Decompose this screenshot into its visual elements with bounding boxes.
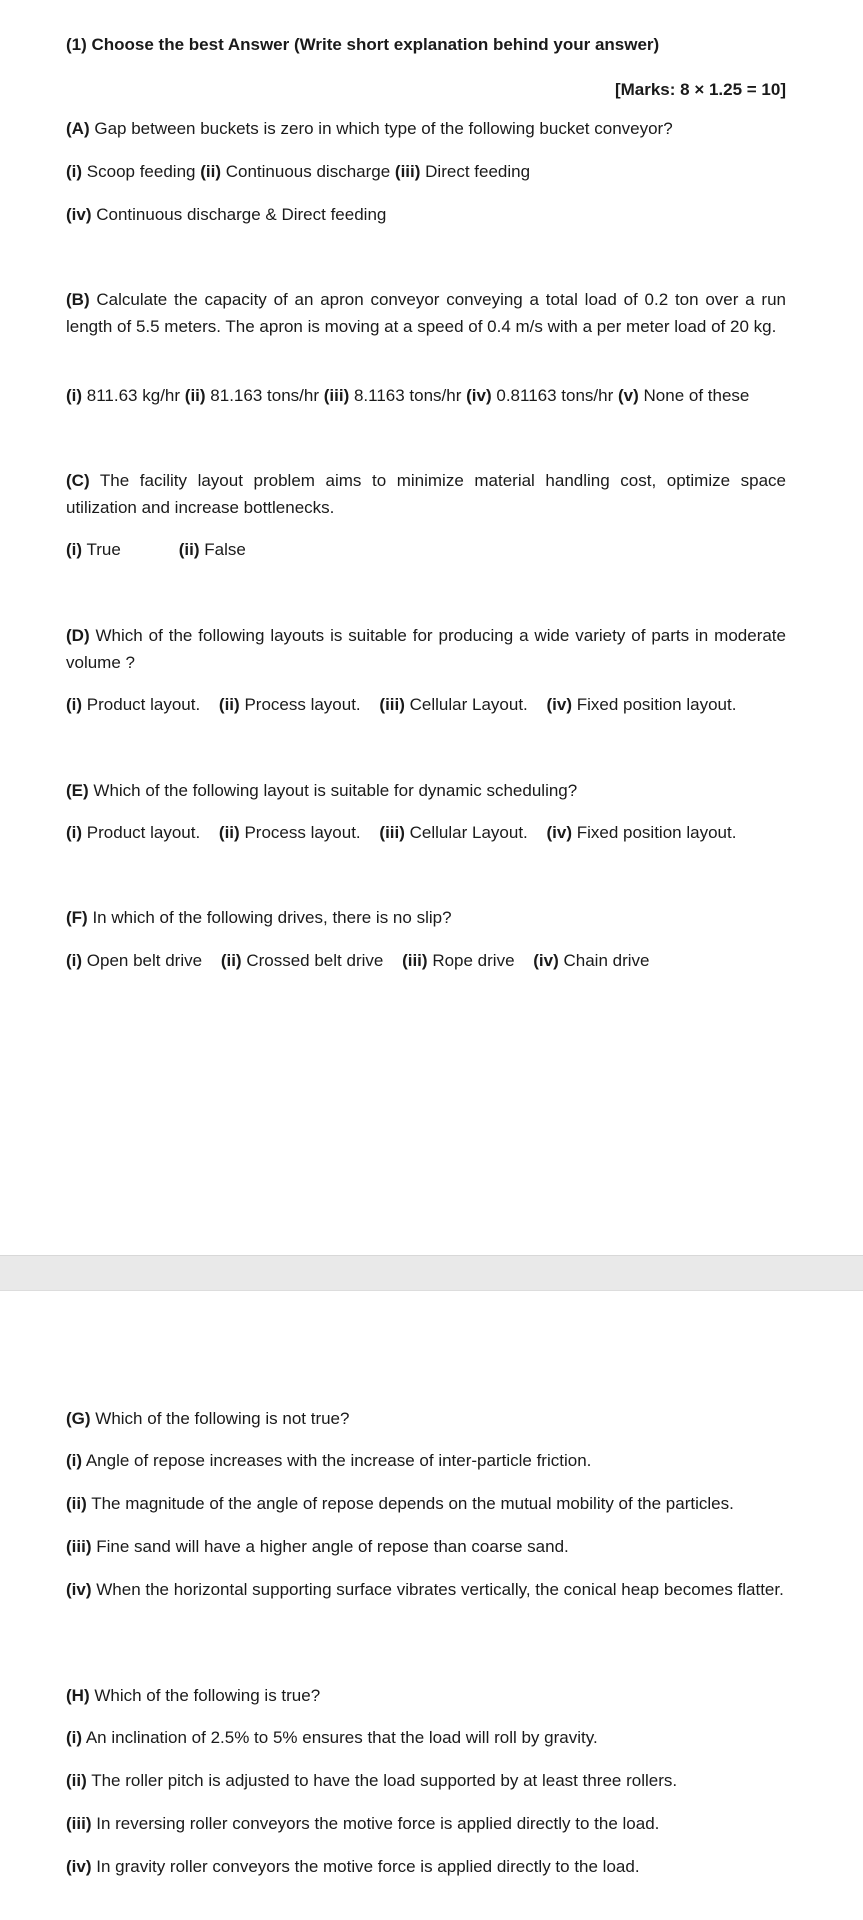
option-text: Process layout. (244, 695, 361, 714)
option-text: Cellular Layout. (409, 695, 528, 714)
question-label: (F) (66, 908, 88, 927)
option-text: In reversing roller conveyors the motive force is applied directly to the load. (96, 1814, 660, 1833)
option-text: Fixed position layout. (576, 823, 737, 842)
option-text: Open belt drive (86, 951, 203, 970)
options-e (66, 820, 786, 846)
question-label: (E) (66, 781, 89, 800)
option-true (66, 537, 174, 563)
question-c (66, 467, 786, 521)
option-num: (iv) (533, 951, 559, 970)
page-break (0, 1255, 863, 1291)
question-label: (C) (66, 471, 90, 490)
options-a-line-2 (66, 202, 786, 228)
question-text: Which of the following layout is suitable for dynamic scheduling? (93, 781, 578, 800)
question-a (66, 116, 786, 142)
option-num: (iv) (546, 823, 572, 842)
option-num: (iii) (402, 951, 428, 970)
question-f (66, 905, 786, 931)
option-num: (v) (618, 386, 639, 405)
option-num: (ii) (66, 1771, 87, 1790)
option-num: (iii) (66, 1814, 92, 1833)
option-num: (i) (66, 1451, 83, 1470)
option-num: (ii) (178, 540, 200, 559)
option-g-3 (66, 1534, 786, 1560)
option-text: Crossed belt drive (246, 951, 384, 970)
option-text: Product layout. (86, 823, 201, 842)
marks-note: [Marks: 8 × 1.25 = 10] (614, 80, 786, 99)
option-num: (iii) (394, 162, 421, 181)
option-g-4 (66, 1576, 786, 1603)
option-text: 8.1163 tons/hr (353, 386, 462, 405)
option-num: (i) (66, 540, 83, 559)
option-text: Fixed position layout. (576, 695, 737, 714)
options-b (66, 383, 786, 409)
question-text: In which of the following drives, there is no slip? (92, 908, 452, 927)
option-text: Continuous discharge & Direct feeding (96, 205, 387, 224)
option-num: (iv) (546, 695, 572, 714)
option-text: Rope drive (432, 951, 515, 970)
question-text: Which of the following is not true? (95, 1409, 350, 1428)
option-text: Scoop feeding (86, 162, 196, 181)
option-num: (i) (66, 823, 83, 842)
options-c (66, 537, 786, 563)
option-num: (ii) (200, 162, 221, 181)
option-num: (ii) (218, 823, 240, 842)
option-num: (iii) (323, 386, 350, 405)
question-label: (D) (66, 626, 90, 645)
option-text: The roller pitch is adjusted to have the load supported by at least three rollers. (91, 1771, 678, 1790)
section-title: (1) Choose the best Answer (Write short explanation behind your answer) (66, 35, 660, 54)
option-text: Angle of repose increases with the increase of inter-particle friction. (85, 1451, 592, 1470)
options-d (66, 692, 786, 718)
question-b (66, 286, 786, 340)
options-f (66, 948, 786, 974)
question-label: (G) (66, 1409, 91, 1428)
option-false (179, 540, 246, 559)
option-text: Fine sand will have a higher angle of repose than coarse sand. (96, 1537, 569, 1556)
option-text: True (86, 540, 121, 559)
option-text: An inclination of 2.5% to 5% ensures that the load will roll by gravity. (85, 1728, 598, 1747)
option-h-2 (66, 1768, 786, 1794)
option-text: False (204, 540, 246, 559)
option-h-3 (66, 1811, 786, 1837)
option-num: (ii) (66, 1494, 87, 1513)
question-h (66, 1683, 786, 1709)
option-num: (iii) (379, 695, 405, 714)
question-g (66, 1406, 786, 1432)
option-num: (i) (66, 1728, 83, 1747)
question-text: Which of the following layouts is suitable for producing a wide variety of parts in moderate volume ? (66, 626, 786, 672)
question-text: Calculate the capacity of an apron conveyor conveying a total load of 0.2 ton over a run length of 5.5 meters. The apron is moving at a speed of 0.4 m/s with a per meter load of 20 kg. (66, 290, 786, 336)
option-g-2 (66, 1491, 786, 1517)
option-num: (i) (66, 386, 83, 405)
option-text: Cellular Layout. (409, 823, 528, 842)
option-text: 0.81163 tons/hr (496, 386, 614, 405)
option-num: (ii) (184, 386, 206, 405)
option-text: In gravity roller conveyors the motive force is applied directly to the load. (96, 1857, 640, 1876)
option-text: Direct feeding (425, 162, 531, 181)
option-num: (iv) (66, 1857, 92, 1876)
question-e (66, 778, 786, 804)
option-num: (iv) (466, 386, 492, 405)
option-text: 81.163 tons/hr (210, 386, 319, 405)
option-num: (iv) (66, 205, 92, 224)
question-text: The facility layout problem aims to minimize material handling cost, optimize space utilization and increase bottlenecks. (66, 471, 786, 517)
question-text: Which of the following is true? (94, 1686, 321, 1705)
option-num: (i) (66, 695, 83, 714)
option-num: (ii) (218, 695, 240, 714)
page-2 (0, 1291, 863, 1920)
option-text: Chain drive (563, 951, 650, 970)
option-h-1 (66, 1725, 786, 1751)
option-h-4 (66, 1854, 786, 1880)
question-label: (B) (66, 290, 90, 309)
options-a-line-1 (66, 159, 786, 185)
option-num: (i) (66, 162, 83, 181)
option-num: (iv) (66, 1580, 92, 1599)
option-text: Continuous discharge (225, 162, 391, 181)
question-text: Gap between buckets is zero in which type of the following bucket conveyor? (94, 119, 673, 138)
option-num: (iii) (66, 1537, 92, 1556)
option-num: (i) (66, 951, 83, 970)
option-text: The magnitude of the angle of repose depends on the mutual mobility of the particles. (91, 1494, 734, 1513)
option-text: When the horizontal supporting surface vibrates vertically, the conical heap becomes flatter. (96, 1580, 784, 1599)
option-text: 811.63 kg/hr (86, 386, 181, 405)
option-g-1 (66, 1448, 786, 1474)
option-num: (ii) (220, 951, 242, 970)
option-text: Process layout. (244, 823, 361, 842)
option-num: (iii) (379, 823, 405, 842)
option-text: Product layout. (86, 695, 201, 714)
question-label: (A) (66, 119, 90, 138)
question-label: (H) (66, 1686, 90, 1705)
option-text: None of these (643, 386, 750, 405)
question-d (66, 622, 786, 676)
